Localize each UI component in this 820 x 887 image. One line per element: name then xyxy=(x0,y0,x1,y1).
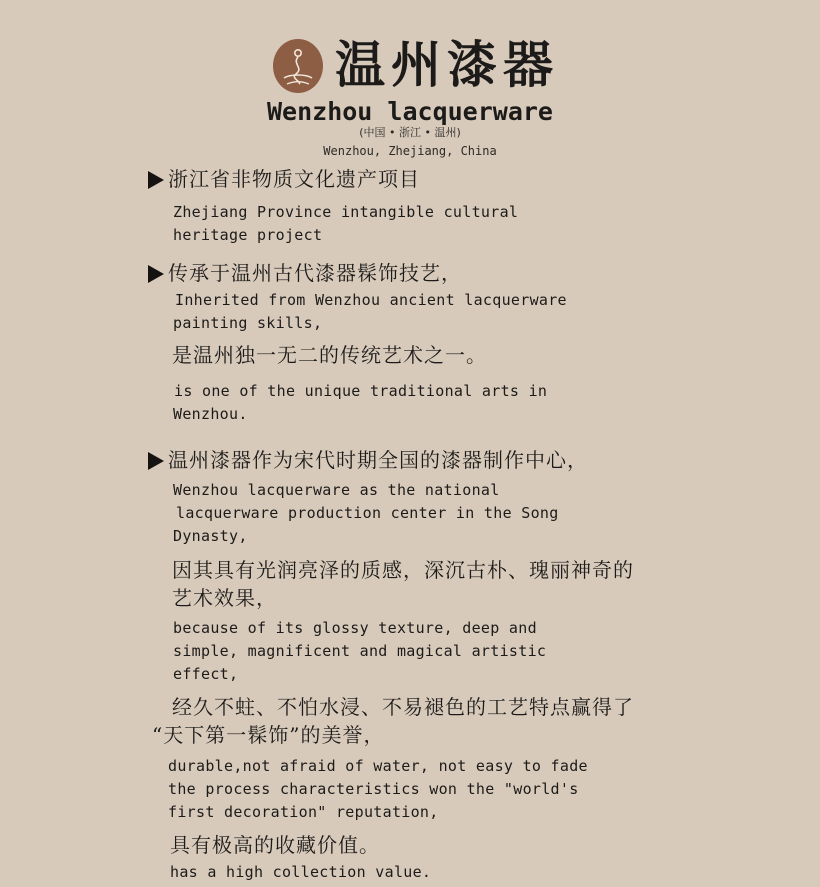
section-3-en-line-3: Dynasty, xyxy=(173,527,248,545)
bullet-arrow-icon xyxy=(148,171,164,189)
bullet-arrow-icon xyxy=(148,452,164,470)
section-2-heading xyxy=(148,260,462,287)
title-chinese: 温州漆器 xyxy=(335,35,559,94)
section-3-cn-paragraph-3a: 经久不蛀、不怕水浸、不易褪色的工艺特点赢得了 xyxy=(172,695,634,719)
lacquer-figure-logo-icon xyxy=(272,38,324,94)
section-3-en-line-6: effect, xyxy=(173,665,239,683)
bullet-arrow-icon xyxy=(148,265,164,283)
location-chinese: (中国 • 浙江 • 温州) xyxy=(359,126,461,139)
location-english: Wenzhou, Zhejiang, China xyxy=(323,144,497,158)
section-2-cn-paragraph: 是温州独一无二的传统艺术之一。 xyxy=(172,343,487,367)
section-3-en-line-8: the process characteristics won the "world's xyxy=(168,780,579,798)
section-3-heading xyxy=(148,447,588,474)
section-3-cn-paragraph-3b: “天下第一髹饰”的美誉， xyxy=(152,723,385,747)
section-2-en-line-2: painting skills, xyxy=(173,314,323,332)
section-3-en-line-9: first decoration" reputation, xyxy=(168,803,439,821)
section-2-en-line-4: Wenzhou. xyxy=(173,405,248,423)
section-3-cn-paragraph-2a: 因其具有光润亮泽的质感，深沉古朴、瑰丽神奇的 xyxy=(172,558,634,582)
section-3-heading-text: 温州漆器作为宋代时期全国的漆器制作中心， xyxy=(168,448,588,472)
section-3-en-line-4: because of its glossy texture, deep and xyxy=(173,619,537,637)
section-3-en-line-5: simple, magnificent and magical artistic xyxy=(173,642,547,660)
section-3-cn-paragraph-4: 具有极高的收藏价值。 xyxy=(170,833,380,857)
section-2-en-line-1: Inherited from Wenzhou ancient lacquerware xyxy=(175,291,567,309)
section-1-en-line-2: heritage project xyxy=(173,226,323,244)
section-3-en-line-10: has a high collection value. xyxy=(170,863,432,881)
section-2-en-line-3: is one of the unique traditional arts in xyxy=(174,382,548,400)
section-2-heading-text: 传承于温州古代漆器髹饰技艺， xyxy=(168,261,462,285)
section-3-en-line-1: Wenzhou lacquerware as the national xyxy=(173,481,500,499)
title-english: Wenzhou lacquerware xyxy=(267,97,553,126)
section-3-cn-paragraph-2b: 艺术效果， xyxy=(172,586,277,610)
section-3-en-line-7: durable,not afraid of water, not easy to fade xyxy=(168,757,588,775)
section-1-en-line-1: Zhejiang Province intangible cultural xyxy=(173,203,519,221)
section-1-heading-text: 浙江省非物质文化遗产项目 xyxy=(168,167,420,191)
section-3-en-line-2: lacquerware production center in the Song xyxy=(176,504,559,522)
section-1-heading xyxy=(148,166,420,193)
